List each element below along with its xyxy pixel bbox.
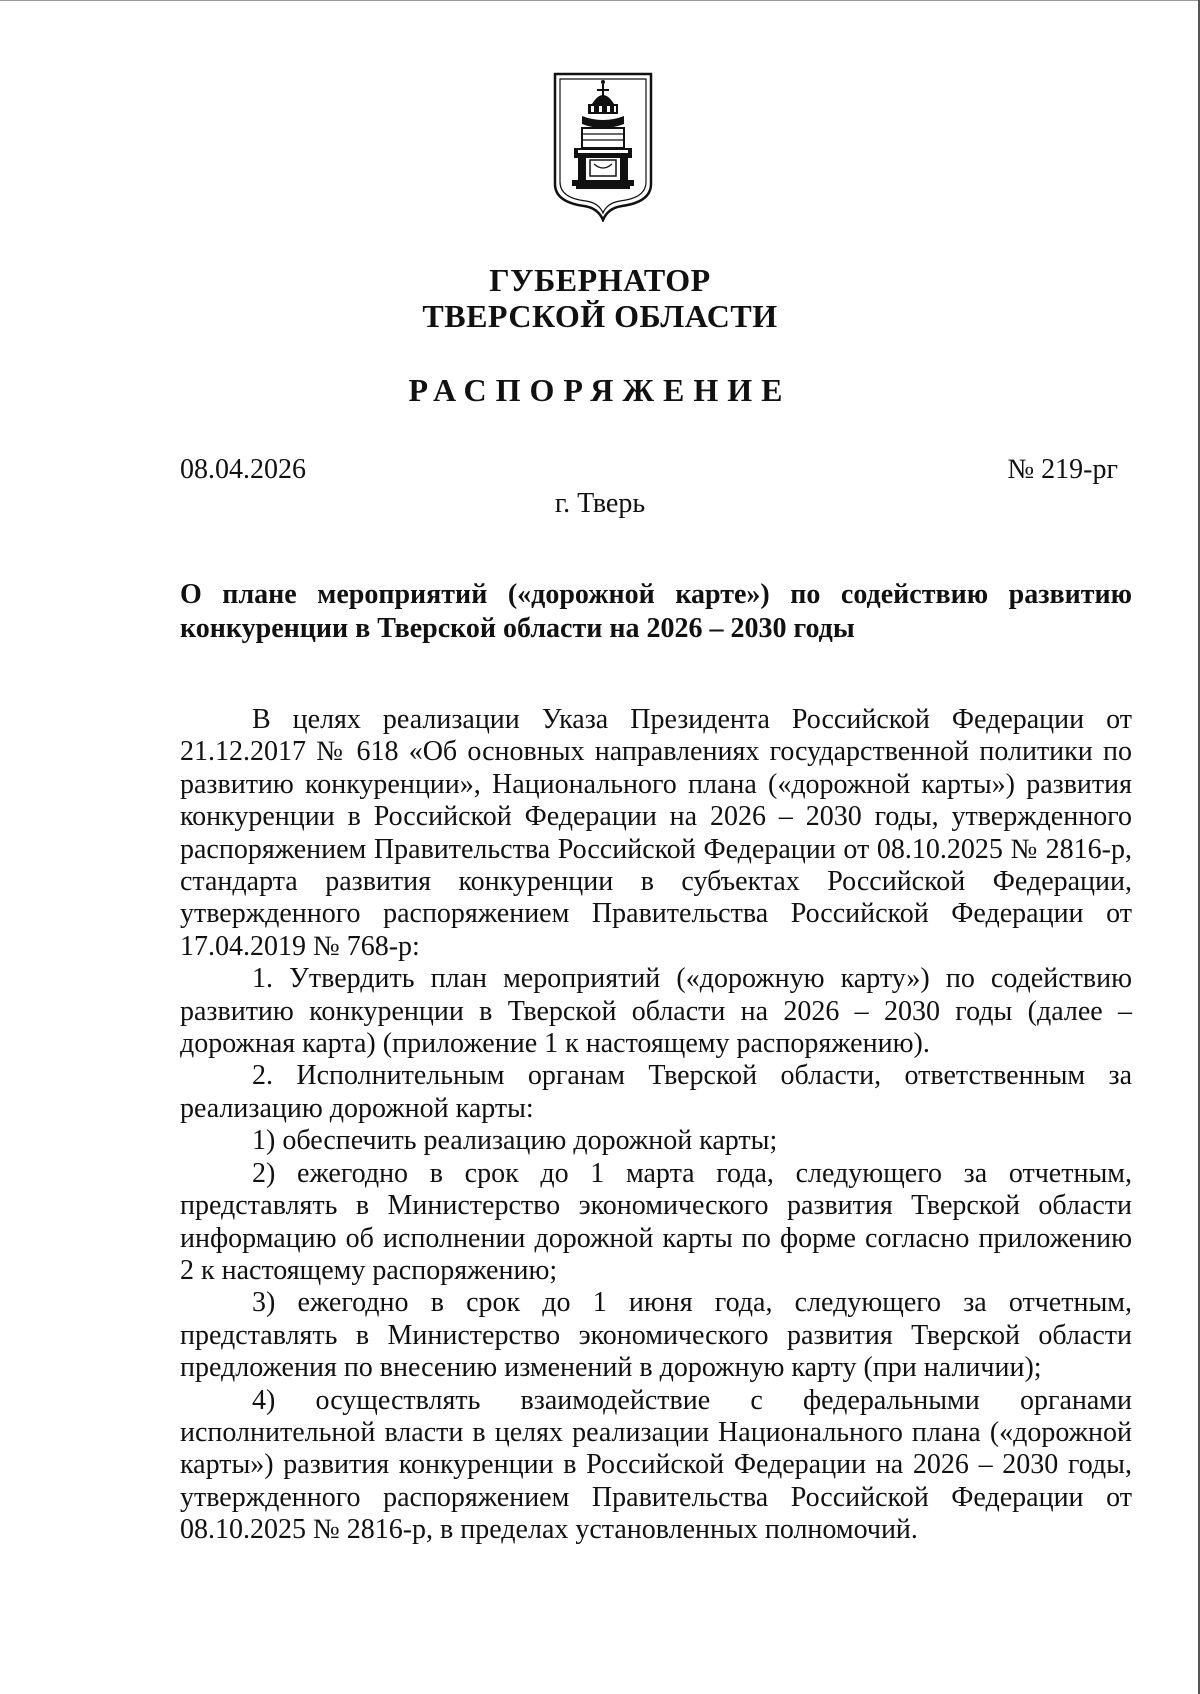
document-date: 08.04.2026 <box>180 454 306 485</box>
issuer-title-line-2: ТВЕРСКОЙ ОБЛАСТИ <box>422 298 778 334</box>
clause-2-item-4: 4) осуществлять взаимодействие с федеральными органами исполнительной власти в целях реализации Национального плана («дорожной карты») развития конкуренции в Российской Федерации на 2026 – 2030 годы, утвержденного распоряжением Правительства Российской Федерации от 08.10.2025 № 2816-р, в пределах установленных полномочий. <box>180 1384 1132 1546</box>
preamble-paragraph: В целях реализации Указа Президента Российской Федерации от 21.12.2017 № 618 «Об основных направлениях государственной политики по развитию конкуренции», Национального плана («дорожной карты») развития конкуренции в Российской Федерации на 2026 – 2030 годы, утвержденного распоряжением Правительства Российской Федерации от 08.10.2025 № 2816-р, стандарта развития конкуренции в субъектах Российской Федерации, утвержденного распоряжением Правительства Российской Федерации от 17.04.2019 № 768-р: <box>180 704 1132 962</box>
clause-2-item-3: 3) ежегодно в срок до 1 июня года, следующего за отчетным, представлять в Министерство экономического развития Тверской области предложения по внесению изменений в дорожную карту (при наличии); <box>180 1287 1132 1384</box>
document-subject: О плане мероприятий («дорожной карте») по содействию развитию конкуренции в Тверской области на 2026 – 2030 годы <box>180 579 1132 644</box>
clause-2-item-1: 1) обеспечить реализацию дорожной карты; <box>252 1125 778 1157</box>
document-type: РАСПОРЯЖЕНИЕ <box>408 372 792 408</box>
clause-1-paragraph: 1. Утвердить план мероприятий («дорожную карту») по содействию развитию конкуренции в Тверской области на 2026 – 2030 годы (далее – дорожная карта) (приложение 1 к настоящему распоряжению). <box>180 963 1132 1060</box>
document-number: № 219-рг <box>1007 454 1118 485</box>
tver-coat-of-arms-icon <box>552 72 654 222</box>
issuer-title-line-1: ГУБЕРНАТОР <box>489 262 711 298</box>
clause-2-paragraph: 2. Исполнительным органам Тверской области, ответственным за реализацию дорожной карты: <box>180 1060 1132 1124</box>
document-body <box>180 704 1132 1547</box>
document-city: г. Тверь <box>554 488 646 519</box>
scan-edge-top <box>0 0 1200 1</box>
clause-2-item-2: 2) ежегодно в срок до 1 марта года, следующего за отчетным, представлять в Министерство экономического развития Тверской области информацию об исполнении дорожной карты по форме согласно приложению 2 к настоящему распоряжению; <box>180 1157 1132 1286</box>
